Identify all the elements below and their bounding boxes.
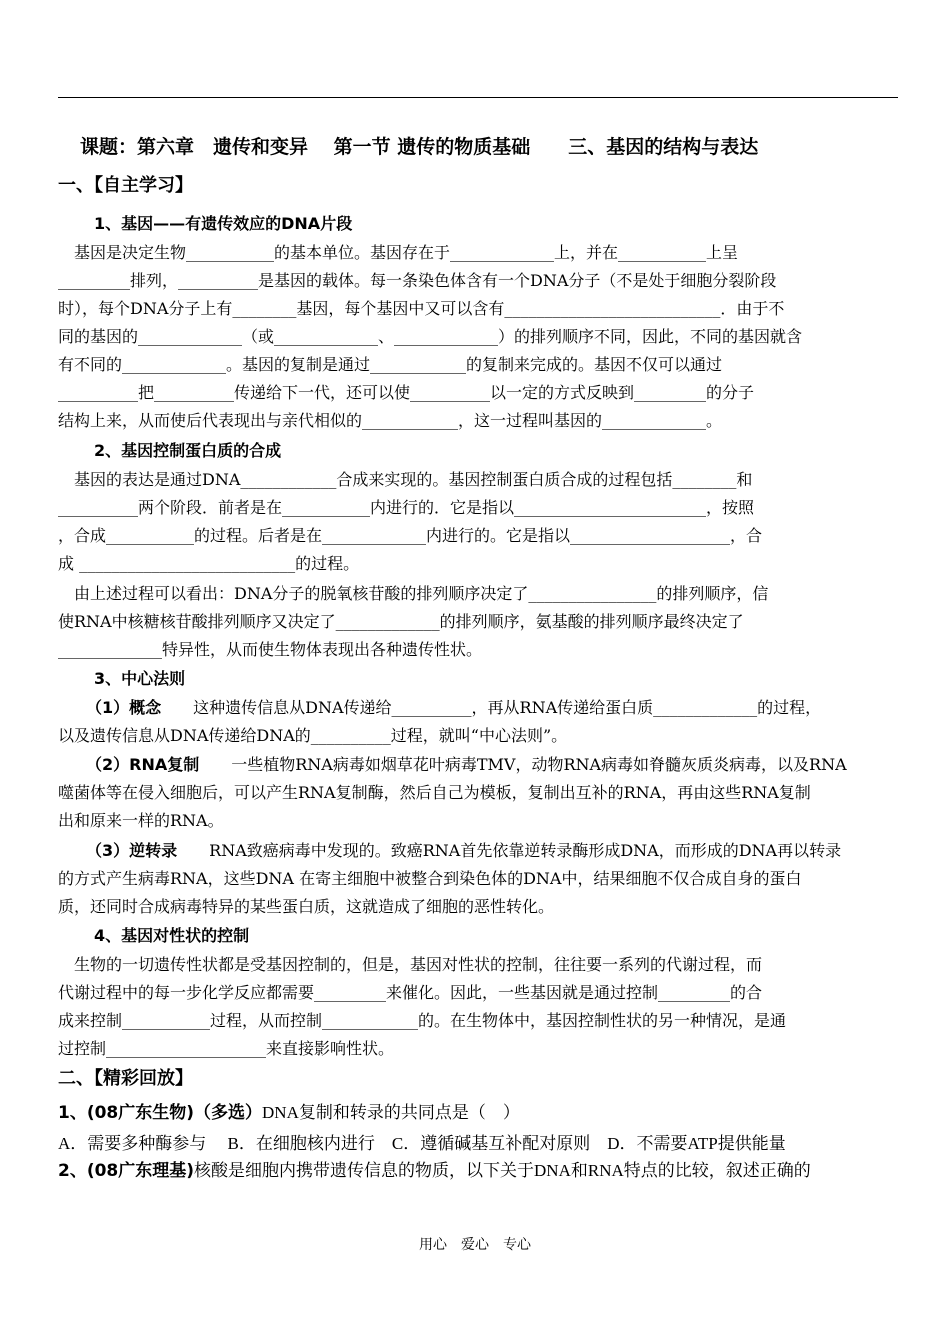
question-1 xyxy=(58,1102,520,1124)
reverse-transcription-line: 的方式产生病毒RNA，这些DNA 在寄主细胞中被整合到染色体的DNA中，结果细胞不仅合成自身的蛋白 xyxy=(58,869,802,888)
header-rule xyxy=(58,97,898,98)
lesson-title: 课题：第六章 遗传和变异 第一节 遗传的物质基础 三、基因的结构与表达 xyxy=(80,136,759,158)
topic-3-heading: 3、中心法则 xyxy=(94,669,186,688)
topic-2-line: 成 ___________________________的过程。 xyxy=(58,554,360,573)
rna-replication-label: （2）RNA复制 xyxy=(86,755,200,774)
reverse-transcription-line: 质，还同时合成病毒特异的某些蛋白质，这就造成了细胞的恶性转化。 xyxy=(58,897,555,916)
rna-replication-line: 出和原来一样的RNA。 xyxy=(58,811,224,830)
topic-2-line: 基因的表达是通过DNA____________合成来实现的。基因控制蛋白质合成的过程包括________和 xyxy=(58,470,753,489)
topic-1-line: 基因是决定生物___________的基本单位。基因存在于_____________上，并在___________上呈 xyxy=(58,243,739,262)
topic-1-line: 有不同的_____________。基因的复制是通过____________的复制来完成的。基因不仅可以通过 xyxy=(58,355,723,374)
topic-2-line: __________两个阶段．前者是在___________内进行的．它是指以________________________，按照 xyxy=(58,498,755,517)
topic-4-line: 过控制____________________来直接影响性状。 xyxy=(58,1039,395,1058)
concept-label: （1）概念 xyxy=(86,698,162,717)
question-1-options: A．需要多种酶参与 B．在细胞核内进行 C．遵循碱基互补配对原则 D．不需要ATP提供能量 xyxy=(58,1134,786,1153)
rna-replication-line: 噬菌体等在侵入细胞后，可以产生RNA复制酶，然后自己为模板，复制出互补的RNA，再由这些RNA复制 xyxy=(58,783,811,802)
topic-1-line: 同的基因的_____________（或_____________、_____________）的排列顺序不同，因此，不同的基因就含 xyxy=(58,327,803,346)
question-2-label: 2、(08广东理基) xyxy=(58,1161,195,1181)
page-footer: 用心 爱心 专心 xyxy=(419,1237,531,1253)
topic-1-line: _________排列，__________是基因的载体。每一条染色体含有一个DNA分子（不是处于细胞分裂阶段 xyxy=(58,271,777,290)
summary-line: 由上述过程可以看出：DNA分子的脱氧核苷酸的排列顺序决定了________________的排列顺序，信 xyxy=(58,584,769,603)
topic-4-line: 代谢过程中的每一步化学反应都需要_________来催化。因此，一些基因就是通过控制_________的合 xyxy=(58,983,763,1002)
rna-replication-line xyxy=(86,754,847,776)
rna-replication-text: 一些植物RNA病毒如烟草花叶病毒TMV，动物RNA病毒如脊髓灰质炎病毒，以及RNA xyxy=(199,755,847,774)
topic-1-line: 时），每个DNA分子上有________基因，每个基因中又可以含有___________________________．由于不 xyxy=(58,299,785,318)
topic-2-heading: 2、基因控制蛋白质的合成 xyxy=(94,441,282,460)
topic-1-heading: 1、基因——有遗传效应的DNA片段 xyxy=(94,214,353,233)
question-2 xyxy=(58,1160,811,1182)
topic-4-line: 生物的一切遗传性状都是受基因控制的，但是，基因对性状的控制，往往要一系列的代谢过程，而 xyxy=(58,955,763,974)
topic-4-heading: 4、基因对性状的控制 xyxy=(94,926,250,945)
question-2-text: 核酸是细胞内携带遗传信息的物质，以下关于DNA和RNA特点的比较，叙述正确的 xyxy=(194,1161,811,1180)
reverse-transcription-line xyxy=(86,840,841,862)
topic-1-line: 结构上来，从而使后代表现出与亲代相似的____________，这一过程叫基因的_____________。 xyxy=(58,411,723,430)
question-1-label: 1、(08广东生物)（多选） xyxy=(58,1103,263,1123)
topic-4-line: 成来控制___________过程，从而控制____________的。在生物体中，基因控制性状的另一种情况，是通 xyxy=(58,1011,787,1030)
reverse-transcription-label: （3）逆转录 xyxy=(86,841,178,860)
topic-2-line: ，合成___________的过程。后者是在_____________内进行的。它是指以____________________，合 xyxy=(58,526,763,545)
summary-line: _____________特异性，从而使生物体表现出各种遗传性状。 xyxy=(58,640,483,659)
concept-text: 这种遗传信息从DNA传递给__________，再从RNA传递给蛋白质_____________的过程， xyxy=(161,698,822,717)
summary-line: 使RNA中核糖核苷酸排列顺序又决定了_____________的排列顺序，氨基酸的排列顺序最终决定了 xyxy=(58,612,744,631)
topic-1-line: __________把__________传递给下一代，还可以使__________以一定的方式反映到_________的分子 xyxy=(58,383,755,402)
central-dogma-concept-line: 以及遗传信息从DNA传递给DNA的__________过程，就叫“中心法则”。 xyxy=(58,726,568,745)
question-1-text: DNA复制和转录的共同点是（ ） xyxy=(262,1103,520,1122)
reverse-transcription-text: RNA致癌病毒中发现的。致癌RNA首先依靠逆转录酶形成DNA，而形成的DNA再以转录 xyxy=(177,841,842,860)
section-review-heading: 二、【精彩回放】 xyxy=(58,1068,193,1089)
central-dogma-concept-line xyxy=(86,697,821,719)
section-self-study-heading: 一、【自主学习】 xyxy=(58,175,193,196)
